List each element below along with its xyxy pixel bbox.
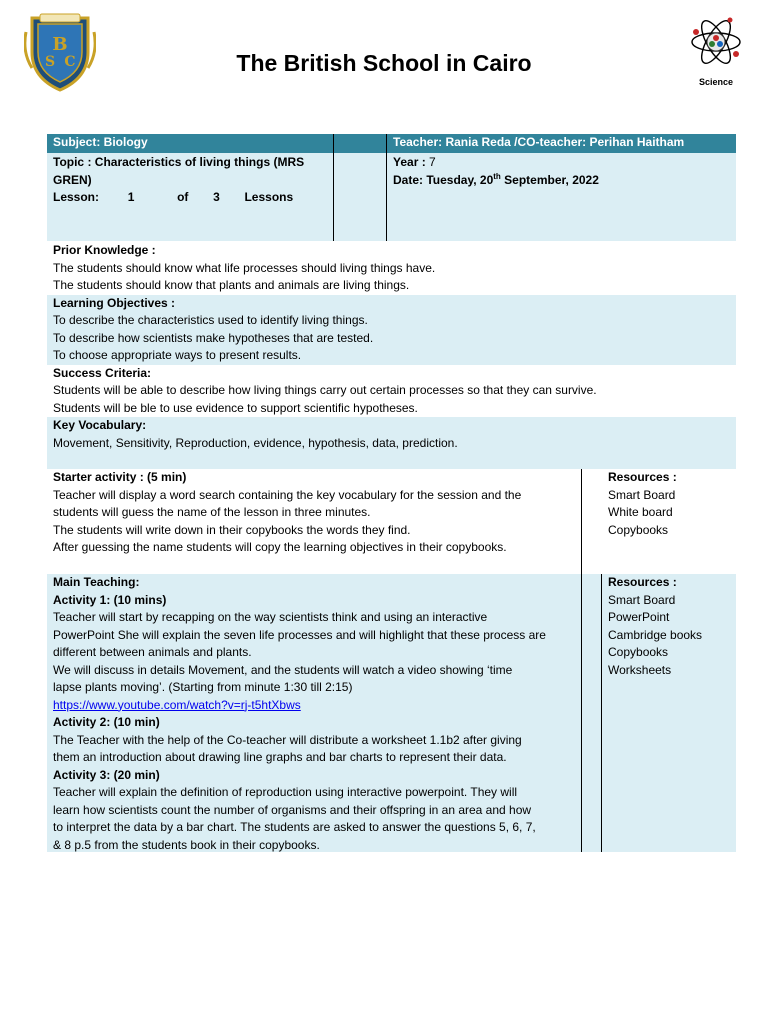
date-suffix: September, 2022 (500, 172, 599, 187)
learning-objectives-section (47, 295, 736, 365)
success-line: Students will be able to describe how living things carry out certain processes so that they can survive. (53, 383, 597, 397)
lesson-number: 1 (127, 190, 135, 204)
objective-line: To describe how scientists make hypotheses that are tested. (53, 330, 374, 345)
activity-3-heading: Activity 3: (20 min) (53, 767, 160, 782)
spacer-cell (334, 134, 387, 153)
spacer-cell-2 (334, 153, 387, 241)
activity-1-line: different between animals and plants. (53, 645, 252, 659)
date-prefix: Date: Tuesday, 20 (393, 172, 494, 187)
activity-3-line: Teacher will explain the definition of reproduction using interactive powerpoint. They will (53, 785, 518, 799)
starter-gap-cell (582, 469, 602, 574)
resource-item: PowerPoint (608, 610, 670, 624)
prior-line: The students should know that plants and animals are living things. (53, 278, 410, 292)
starter-activity-row (47, 469, 736, 574)
objective-line: To describe the characteristics used to identify living things. (53, 313, 368, 327)
activity-1-line: lapse plants moving’. (Starting from minute 1:30 till 2:15) (53, 680, 353, 694)
prior-line: The students should know what life processes should living things have. (53, 260, 436, 275)
activity-2-line: The Teacher with the help of the Co-teacher will distribute a worksheet 1.1b2 after giving (53, 732, 522, 747)
starter-line: The students will write down in their copybooks the words they find. (53, 522, 411, 537)
activity-3-line: learn how scientists count the number of organisms and their offspring in an area and how (53, 802, 532, 817)
teacher-cell: Teacher: Rania Reda /CO-teacher: Perihan Haitham (393, 135, 685, 149)
starter-line: After guessing the name students will copy the learning objectives in their copybooks. (53, 540, 507, 554)
resource-item: Smart Board (608, 487, 676, 502)
date-sup: th (493, 171, 501, 181)
main-resources-cell (602, 574, 736, 852)
page-title: The British School in Cairo (236, 50, 532, 76)
activity-1-line: PowerPoint She will explain the seven life processes and will highlight that these process are (53, 627, 546, 642)
lesson-line (53, 189, 327, 207)
lesson-label: Lesson: (53, 190, 100, 204)
svg-text:C: C (64, 54, 76, 70)
success-line: Students will be ble to use evidence to support scientific hypotheses. (53, 400, 418, 415)
vocab-text: Movement, Sensitivity, Reproduction, evidence, hypothesis, data, prediction. (53, 435, 458, 450)
resource-item: White board (608, 505, 673, 519)
svg-text:S: S (44, 54, 56, 70)
lesson-of: of (177, 190, 189, 204)
main-teaching-row (47, 574, 736, 852)
resource-item: Worksheets (608, 662, 672, 677)
table-header-row (47, 134, 736, 153)
vocab-heading: Key Vocabulary: (53, 418, 147, 432)
resource-item: Smart Board (608, 592, 676, 607)
starter-line: Teacher will display a word search containing the key vocabulary for the session and the (53, 487, 522, 502)
topic-row (47, 153, 736, 241)
objectives-heading: Learning Objectives : (53, 295, 176, 310)
video-link[interactable]: https://www.youtube.com/watch?v=rj-t5htXbws (53, 697, 301, 712)
year-line (393, 154, 730, 172)
main-gap-cell (582, 574, 602, 852)
activity-3-line: & 8 p.5 from the students book in their copybooks. (53, 837, 320, 852)
starter-line: students will guess the name of the lesson in three minutes. (53, 505, 371, 519)
activity-1-line: Teacher will start by recapping on the way scientists think and using an interactive (53, 610, 488, 624)
lesson-word: Lessons (244, 190, 294, 204)
date-line (393, 172, 730, 190)
subject-cell: Subject: Biology (47, 134, 334, 153)
starter-resources-cell (602, 469, 736, 574)
activity-1-heading: Activity 1: (10 mins) (53, 592, 167, 607)
activity-1-line: We will discuss in details Movement, and the students will watch a video showing ‘time (53, 662, 513, 677)
topic-cell (47, 153, 334, 241)
year-date-cell (387, 153, 736, 241)
key-vocabulary-section (47, 417, 736, 469)
objective-line: To choose appropriate ways to present results. (53, 348, 302, 362)
prior-knowledge-section (47, 241, 736, 295)
topic-text: Topic : Characteristics of living things (MRS GREN) (53, 155, 305, 187)
lesson-plan-table (47, 134, 736, 852)
science-label: Science (698, 77, 734, 87)
resource-item: Copybooks (608, 522, 669, 537)
svg-text:B: B (52, 34, 68, 55)
lesson-total: 3 (213, 190, 220, 204)
year-value: 7 (429, 155, 436, 169)
starter-activity-cell (47, 469, 582, 574)
starter-resources-heading: Resources : (608, 470, 677, 484)
year-label: Year : (393, 155, 426, 169)
activity-2-line: them an introduction about drawing line graphs and bar charts to represent their data. (53, 750, 507, 764)
prior-heading: Prior Knowledge : (53, 243, 156, 257)
activity-2-heading: Activity 2: (10 min) (53, 715, 160, 729)
main-resources-heading: Resources : (608, 575, 677, 589)
success-criteria-section (47, 365, 736, 418)
activity-3-line: to interpret the data by a bar chart. The students are asked to answer the questions 5, 6, 7, (53, 820, 536, 834)
starter-heading: Starter activity : (5 min) (53, 470, 187, 484)
resource-item: Copybooks (608, 645, 669, 659)
success-heading: Success Criteria: (53, 365, 152, 380)
resource-item: Cambridge books (608, 627, 703, 642)
main-teaching-cell (47, 574, 582, 852)
main-heading: Main Teaching: (53, 575, 140, 589)
